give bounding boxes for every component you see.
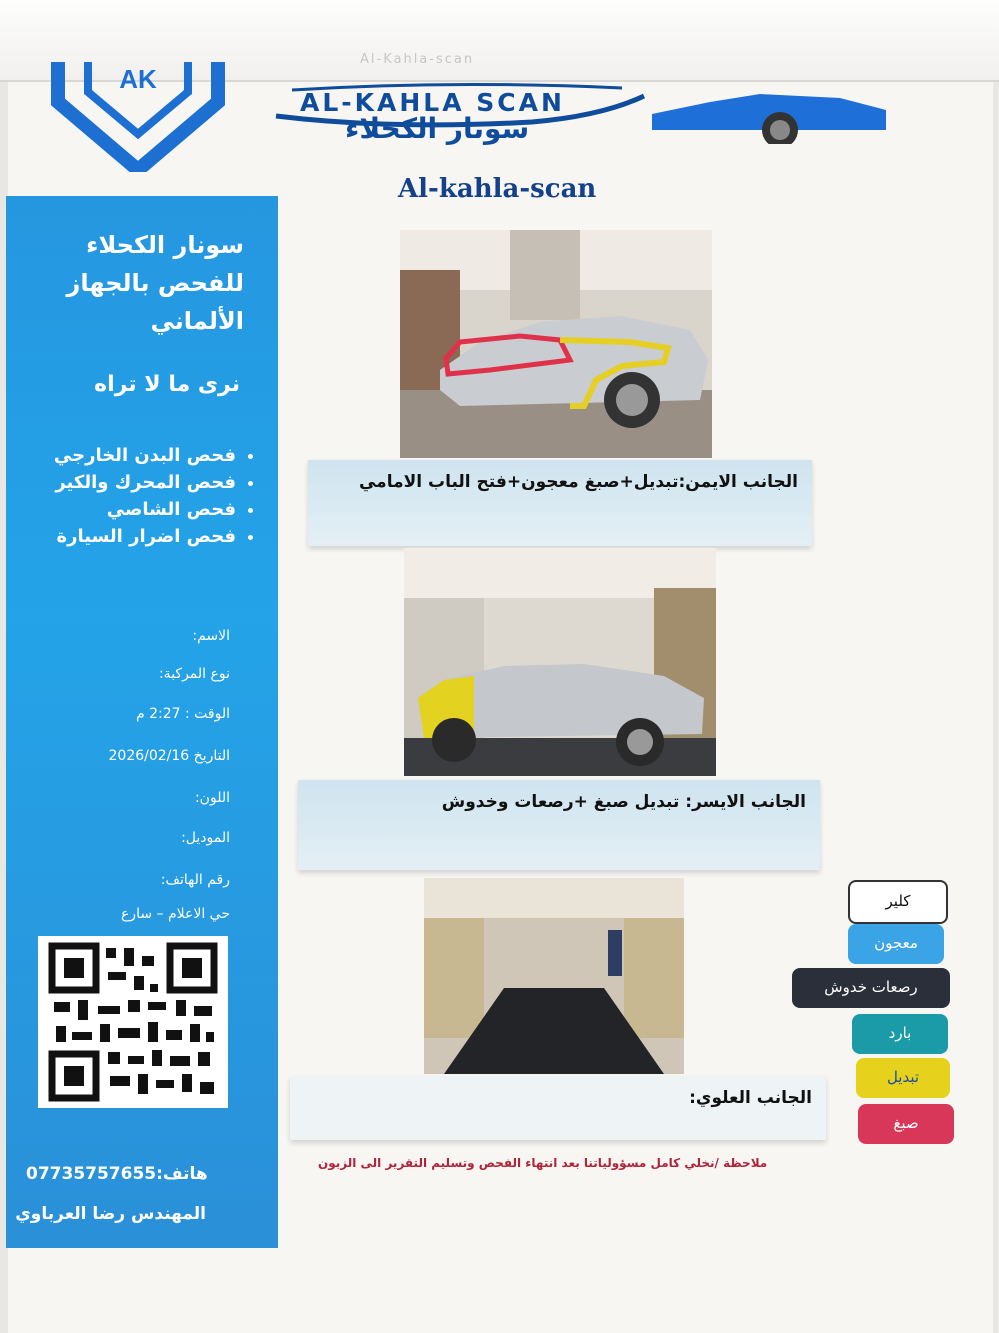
service-item: • فحص اضرار السيارة xyxy=(0,523,236,550)
legend-label: تبديل xyxy=(886,1068,920,1086)
legend-putty xyxy=(848,924,944,964)
site-title: Al-kahla-scan xyxy=(398,174,597,204)
legend-dents-scratches xyxy=(792,968,950,1008)
legend-cold xyxy=(852,1014,948,1054)
legend-paint xyxy=(858,1104,954,1144)
service-item: • فحص الشاصي xyxy=(0,496,236,523)
field-name: الاسم: xyxy=(192,628,230,644)
brand-name-english: AL-KAHLA SCAN xyxy=(300,88,565,117)
car-top-photo xyxy=(424,878,684,1074)
right-side-text: الجانب الايمن:تبديل+صبغ معجون+فتح الباب الامامي xyxy=(358,472,798,492)
qr-code-icon xyxy=(38,936,228,1108)
field-vehicle-type: نوع المركبة: xyxy=(158,666,230,682)
top-side-caption xyxy=(290,1076,826,1140)
field-address: حي الاعلام – سارع xyxy=(120,906,230,922)
panel-heading: سونار الكحلاء للفحص بالجهاز الألماني xyxy=(66,231,244,335)
legend-label: معجون xyxy=(874,934,918,952)
panel-phone: هاتف:07735757655 xyxy=(26,1164,208,1184)
page-ghost-text: Al-Kahla-scan xyxy=(360,52,475,67)
field-model: الموديل: xyxy=(181,830,230,846)
legend-clear xyxy=(848,880,948,924)
service-item: • فحص المحرك والكير xyxy=(0,469,236,496)
legend-label: صبغ xyxy=(893,1114,919,1132)
field-color: اللون: xyxy=(194,790,230,806)
logo-letters: AK xyxy=(119,64,157,94)
legend-label: رصعات خدوش xyxy=(824,978,918,996)
right-side-caption xyxy=(308,460,812,546)
field-time: الوقت : 2:27 م xyxy=(135,706,230,722)
left-side-text: الجانب الايسر: تبديل صبغ +رصعات وخدوش xyxy=(441,792,806,812)
service-item: • فحص البدن الخارجي xyxy=(0,442,236,469)
car-right-side-photo xyxy=(400,230,712,458)
left-side-caption xyxy=(298,780,820,870)
field-phone-number: رقم الهاتف: xyxy=(160,872,230,888)
shield-logo-icon xyxy=(48,62,228,172)
panel-slogan: نرى ما لا تراه xyxy=(94,372,240,397)
car-illustration-icon xyxy=(650,84,890,144)
legend-label: بارد xyxy=(888,1024,912,1042)
car-left-side-photo xyxy=(404,548,716,776)
field-date: التاريخ 2026/02/16 xyxy=(108,748,230,764)
legend-replaced xyxy=(856,1058,950,1098)
legend-label: كلير xyxy=(885,892,911,910)
services-list xyxy=(0,442,258,550)
top-side-text: الجانب العلوي: xyxy=(689,1088,812,1108)
liability-note: ملاحظة /نخلي كامل مسؤولياتنا بعد انتهاء الفحص وتسليم التقرير الى الزبون xyxy=(318,1156,768,1170)
panel-engineer: المهندس رضا العرباوي xyxy=(15,1204,206,1224)
brand-name-arabic: سونار الكحلاء xyxy=(345,112,530,145)
info-side-panel xyxy=(6,196,278,1248)
